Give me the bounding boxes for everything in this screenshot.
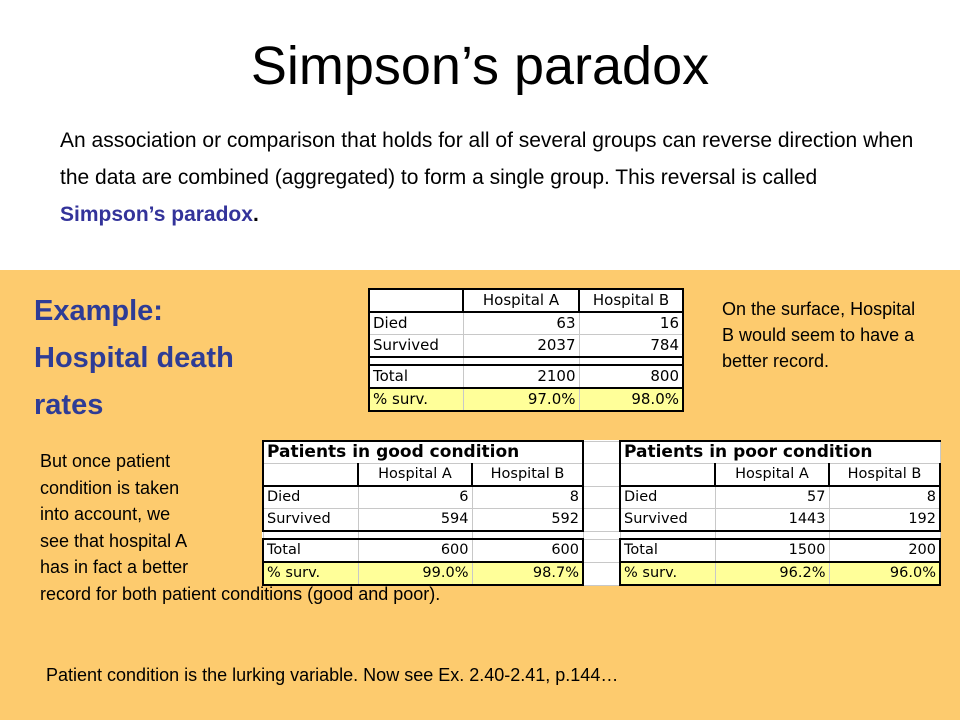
condition-line-3: into account, we	[40, 504, 171, 524]
poor-total-b: 200	[829, 539, 940, 562]
intro-highlight: Simpson’s paradox	[60, 203, 253, 226]
good-total-b: 600	[472, 539, 583, 562]
overall-died-label: Died	[369, 312, 463, 335]
lurking-variable-note: Patient condition is the lurking variable. Now see Ex. 2.40-2.41, p.144…	[46, 665, 619, 685]
poor-died-a: 57	[715, 486, 829, 509]
poor-survived-label: Survived	[620, 509, 715, 532]
surface-note: On the surface, Hospital B would seem to have a better record.	[722, 299, 916, 371]
overall-table	[368, 288, 684, 412]
good-header-b: Hospital B	[472, 464, 583, 487]
overall-surv-row	[369, 388, 683, 411]
overall-died-a: 63	[463, 312, 579, 335]
overall-total-a: 2100	[463, 365, 579, 388]
poor-surv-b: 96.0%	[829, 562, 940, 585]
poor-total-a: 1500	[715, 539, 829, 562]
good-survived-a: 594	[358, 509, 472, 532]
poor-died-b: 8	[829, 486, 940, 509]
poor-total-label: Total	[620, 539, 715, 562]
overall-header-row	[369, 289, 683, 312]
example-line-2: Hospital death	[34, 342, 234, 374]
condition-line-6: record for both patient conditions (good and poor).	[40, 583, 441, 604]
poor-header-a: Hospital A	[715, 464, 829, 487]
overall-total-label: Total	[369, 365, 463, 388]
good-survived-b: 592	[472, 509, 583, 532]
overall-surv-label: % surv.	[369, 388, 463, 411]
poor-surv-label: % surv.	[620, 562, 715, 585]
poor-header-b: Hospital B	[829, 464, 940, 487]
condition-line-5: has in fact a better	[40, 557, 189, 577]
poor-header-blank	[620, 464, 715, 487]
good-died-b: 8	[472, 486, 583, 509]
poor-died-label: Died	[620, 486, 715, 509]
intro-text: An association or comparison that holds for all of several groups can reverse direction when the data are combined (aggregated) to form a single group. This reversal is called	[60, 129, 914, 189]
good-survived-label: Survived	[263, 509, 358, 532]
poor-surv-a: 96.2%	[715, 562, 829, 585]
good-surv-a: 99.0%	[358, 562, 472, 585]
overall-header-b: Hospital B	[579, 289, 683, 312]
intro-end: .	[252, 203, 259, 226]
overall-header-a: Hospital A	[463, 289, 579, 312]
overall-survived-b: 784	[579, 335, 683, 358]
condition-line-1: But once patient	[40, 451, 171, 471]
good-header-a: Hospital A	[358, 464, 472, 487]
good-surv-label: % surv.	[263, 562, 358, 585]
overall-total-row	[369, 365, 683, 388]
good-total-label: Total	[263, 539, 358, 562]
overall-survived-a: 2037	[463, 335, 579, 358]
good-surv-b: 98.7%	[472, 562, 583, 585]
example-line-1: Example:	[34, 295, 163, 327]
good-died-a: 6	[358, 486, 472, 509]
overall-survived-label: Survived	[369, 335, 463, 358]
good-table-title: Patients in good condition	[263, 441, 583, 464]
condition-line-2: condition is taken	[40, 477, 180, 498]
overall-died-row	[369, 312, 683, 335]
poor-table-title: Patients in poor condition	[620, 441, 940, 464]
poor-survived-b: 192	[829, 509, 940, 532]
overall-surv-a: 97.0%	[463, 388, 579, 411]
intro-paragraph	[60, 122, 920, 233]
condition-line-4: see that hospital A	[40, 530, 188, 551]
condition-paragraph	[40, 448, 600, 607]
example-heading	[34, 288, 334, 429]
overall-surv-b: 98.0%	[579, 388, 683, 411]
good-total-a: 600	[358, 539, 472, 562]
slide-title: Simpson’s paradox	[250, 36, 710, 96]
example-line-3: rates	[34, 389, 104, 421]
overall-died-b: 16	[579, 312, 683, 335]
poor-survived-a: 1443	[715, 509, 829, 532]
overall-header-blank	[369, 289, 463, 312]
good-died-label: Died	[263, 486, 358, 509]
overall-survived-row	[369, 335, 683, 358]
overall-total-b: 800	[579, 365, 683, 388]
